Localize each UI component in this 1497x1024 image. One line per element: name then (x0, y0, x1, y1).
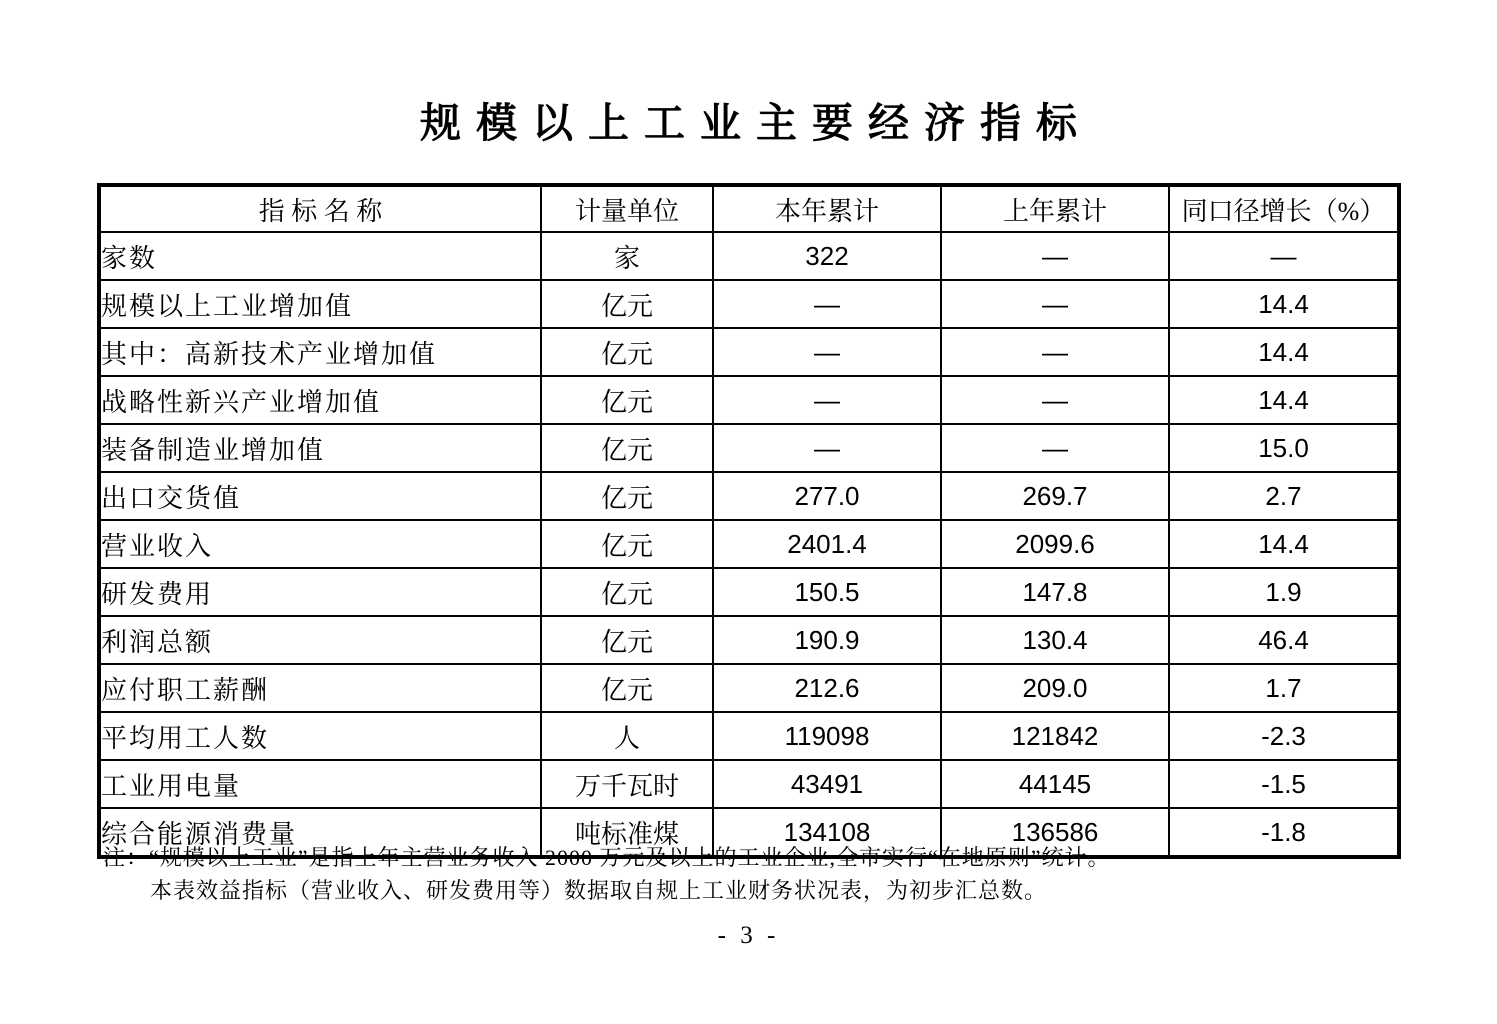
prev-year-cell: 209.0 (941, 664, 1169, 712)
current-year-cell: 322 (713, 232, 941, 280)
table-row (99, 520, 1399, 568)
current-year-cell: 134108 (713, 808, 941, 857)
unit-cell: 万千瓦时 (541, 760, 713, 808)
growth-cell: -2.3 (1169, 712, 1399, 760)
prev-year-cell: 2099.6 (941, 520, 1169, 568)
prev-year-cell: 136586 (941, 808, 1169, 857)
indicator-cell: 研发费用 (99, 568, 541, 616)
growth-cell: 1.7 (1169, 664, 1399, 712)
growth-cell: 1.9 (1169, 568, 1399, 616)
indicator-cell: 应付职工薪酬 (99, 664, 541, 712)
prev-year-cell: 269.7 (941, 472, 1169, 520)
growth-cell: 15.0 (1169, 424, 1399, 472)
indicator-cell: 平均用工人数 (99, 712, 541, 760)
current-year-cell: 2401.4 (713, 520, 941, 568)
prev-year-cell: — (941, 376, 1169, 424)
footnote-line-2: 本表效益指标（营业收入、研发费用等）数据取自规上工业财务状况表，为初步汇总数。 (150, 878, 1048, 903)
prev-year-cell: — (941, 232, 1169, 280)
indicator-cell: 战略性新兴产业增加值 (99, 376, 541, 424)
table-row (99, 328, 1399, 376)
indicator-cell: 其中：高新技术产业增加值 (99, 328, 541, 376)
footnote-line-1: 注：“规模以上工业”是指上年主营业务收入 2000 万元及以上的工业企业,全市实行“在地原则”统计。 (103, 845, 1111, 870)
current-year-cell: 43491 (713, 760, 941, 808)
unit-cell: 人 (541, 712, 713, 760)
current-year-cell: 212.6 (713, 664, 941, 712)
indicator-cell: 家数 (99, 232, 541, 280)
growth-cell: — (1169, 232, 1399, 280)
current-year-cell: — (713, 280, 941, 328)
growth-cell: 14.4 (1169, 328, 1399, 376)
current-year-cell: — (713, 328, 941, 376)
current-year-cell: 277.0 (713, 472, 941, 520)
table-row (99, 472, 1399, 520)
current-year-cell: 190.9 (713, 616, 941, 664)
table-row (99, 424, 1399, 472)
unit-cell: 亿元 (541, 376, 713, 424)
col-header-growth: 同口径增长（%） (1169, 185, 1399, 232)
page-number: - 3 - (717, 922, 780, 949)
growth-cell: 14.4 (1169, 520, 1399, 568)
table-row (99, 712, 1399, 760)
growth-cell: 14.4 (1169, 280, 1399, 328)
unit-cell: 亿元 (541, 664, 713, 712)
indicator-cell: 规模以上工业增加值 (99, 280, 541, 328)
growth-cell: -1.5 (1169, 760, 1399, 808)
col-header-unit: 计量单位 (541, 185, 713, 232)
table-body (99, 232, 1399, 857)
current-year-cell: 150.5 (713, 568, 941, 616)
growth-cell: 14.4 (1169, 376, 1399, 424)
unit-cell: 亿元 (541, 472, 713, 520)
current-year-cell: — (713, 376, 941, 424)
unit-cell: 亿元 (541, 424, 713, 472)
unit-cell: 亿元 (541, 280, 713, 328)
col-header-indicator: 指 标 名 称 (99, 185, 541, 232)
prev-year-cell: — (941, 424, 1169, 472)
indicators-table (97, 183, 1401, 859)
growth-cell: 46.4 (1169, 616, 1399, 664)
indicator-cell: 出口交货值 (99, 472, 541, 520)
prev-year-cell: 44145 (941, 760, 1169, 808)
indicator-cell: 综合能源消费量 (99, 808, 541, 857)
table-row (99, 616, 1399, 664)
current-year-cell: 119098 (713, 712, 941, 760)
table-row (99, 280, 1399, 328)
unit-cell: 吨标准煤 (541, 808, 713, 857)
indicator-cell: 装备制造业增加值 (99, 424, 541, 472)
indicator-cell: 工业用电量 (99, 760, 541, 808)
unit-cell: 亿元 (541, 616, 713, 664)
table-row (99, 568, 1399, 616)
unit-cell: 家 (541, 232, 713, 280)
page-title: 规模以上工业主要经济指标 (420, 100, 1092, 146)
footnote (103, 841, 1403, 907)
growth-cell: 2.7 (1169, 472, 1399, 520)
table-row (99, 232, 1399, 280)
table-row (99, 760, 1399, 808)
table-header-row (99, 185, 1399, 232)
indicator-cell: 利润总额 (99, 616, 541, 664)
prev-year-cell: 130.4 (941, 616, 1169, 664)
unit-cell: 亿元 (541, 520, 713, 568)
prev-year-cell: 121842 (941, 712, 1169, 760)
table-row (99, 376, 1399, 424)
col-header-prev-year: 上年累计 (941, 185, 1169, 232)
growth-cell: -1.8 (1169, 808, 1399, 857)
indicator-cell: 营业收入 (99, 520, 541, 568)
table-row (99, 664, 1399, 712)
current-year-cell: — (713, 424, 941, 472)
prev-year-cell: — (941, 280, 1169, 328)
col-header-current-year: 本年累计 (713, 185, 941, 232)
prev-year-cell: 147.8 (941, 568, 1169, 616)
unit-cell: 亿元 (541, 568, 713, 616)
prev-year-cell: — (941, 328, 1169, 376)
unit-cell: 亿元 (541, 328, 713, 376)
